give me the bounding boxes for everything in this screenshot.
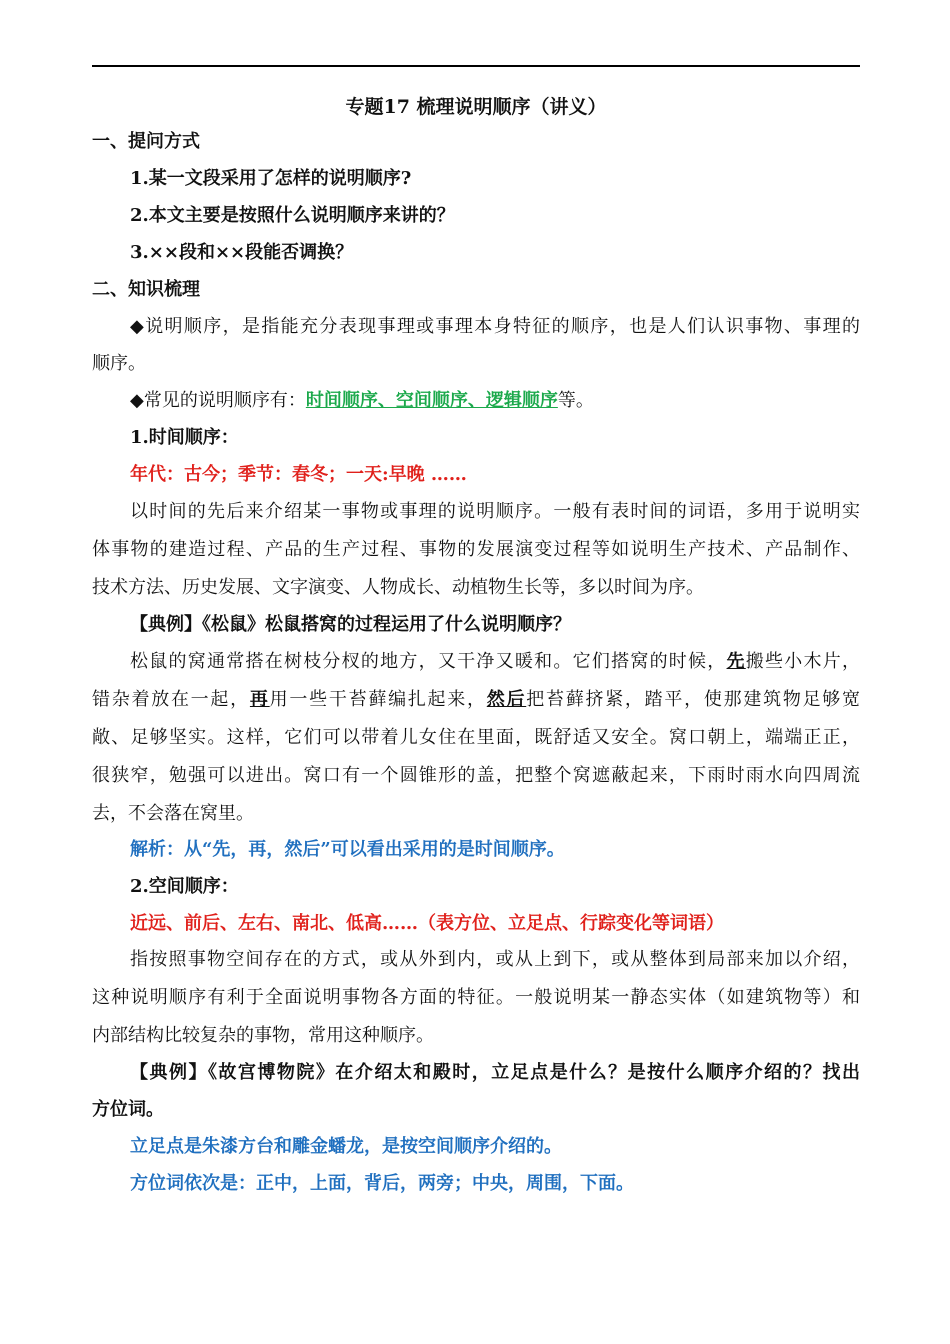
time-order-keywords: 年代：古今；季节：春冬；一天:早晚 …… (130, 464, 467, 485)
example-2-answer-line2: 方位词依次是：正中，上面，背后，两旁；中央，周围，下面。 (130, 1173, 634, 1194)
example-1-text-line2-b: 用一些干苔藓编扎起来， (269, 689, 487, 710)
example-1-text-line1-b: 搬些小木片， (745, 651, 861, 672)
keyword-zai: 再 (249, 689, 270, 710)
example-2-question-line1: 【典例】《故宫博物院》在介绍太和殿时，立足点是什么？是按什么顺序介绍的？找出 (130, 1062, 860, 1083)
common-orders-suffix: 等。 (557, 390, 594, 411)
question-2: 2.本文主要是按照什么说明顺序来讲的？ (130, 205, 455, 226)
example-1-text-line1-a: 松鼠的窝通常搭在树枝分杈的地方，又干净又暖和。它们搭窝的时候， (130, 651, 727, 672)
keyword-xian: 先 (726, 651, 746, 672)
subheading-space-order: 2.空间顺序： (130, 876, 239, 897)
page-title: 专题17 梳理说明顺序（讲义） (345, 96, 607, 118)
paragraph-common-orders (130, 390, 860, 412)
section-heading-2: 二、知识梳理 (92, 279, 200, 300)
time-order-desc-line2: 体事物的建造过程、产品的生产过程、事物的发展演变过程等如说明生产技术、产品制作、 (92, 539, 860, 560)
space-order-desc-line1: 指按照事物空间存在的方式，或从外到内，或从上到下，或从整体到局部来加以介绍， (130, 949, 860, 970)
example-1-text-line3: 敞、足够坚实。这样，它们可以带着儿女住在里面，既舒适又安全。窝口朝上，端端正正， (92, 727, 860, 748)
question-1: 1.某一文段采用了怎样的说明顺序? (130, 168, 412, 189)
example-1-text-line5: 去，不会落在窝里。 (92, 803, 254, 824)
subheading-time-order: 1.时间顺序： (130, 427, 239, 448)
space-order-desc-line3: 内部结构比较复杂的事物，常用这种顺序。 (92, 1025, 434, 1046)
section-heading-1: 一、提问方式 (92, 131, 200, 152)
example-2-question-line2: 方位词。 (92, 1099, 164, 1120)
example-1-answer: 解析：从“先，再，然后”可以看出采用的是时间顺序。 (130, 839, 565, 860)
question-3: 3.××段和××段能否调换？ (130, 242, 354, 263)
keyword-ranhou: 然后 (486, 689, 527, 710)
top-rule (92, 65, 860, 67)
example-1-text-line1 (130, 651, 860, 673)
space-order-keywords: 近远、前后、左右、南北、低高……（表方位、立足点、行踪变化等词语） (130, 913, 724, 934)
paragraph-definition-line2: 顺序。 (92, 353, 146, 374)
example-1-text-line2-c: 把苔藓挤紧，踏平，使那建筑物足够宽 (526, 689, 861, 710)
example-1-text-line2 (92, 689, 860, 711)
common-orders-highlight: 时间顺序、空间顺序、逻辑顺序 (305, 390, 558, 411)
example-1-text-line2-a: 错杂着放在一起， (92, 689, 250, 710)
paragraph-definition-line1: ◆说明顺序，是指能充分表现事理或事理本身特征的顺序，也是人们认识事物、事理的 (130, 316, 860, 337)
example-1-question: 【典例】《松鼠》松鼠搭窝的过程运用了什么说明顺序？ (130, 614, 571, 635)
common-orders-prefix: ◆常见的说明顺序有： (130, 390, 306, 411)
space-order-desc-line2: 这种说明顺序有利于全面说明事物各方面的特征。一般说明某一静态实体（如建筑物等）和 (92, 987, 860, 1008)
example-1-text-line4: 很狭窄，勉强可以进出。窝口有一个圆锥形的盖，把整个窝遮蔽起来，下雨时雨水向四周流 (92, 765, 860, 786)
time-order-desc-line1: 以时间的先后来介绍某一事物或事理的说明顺序。一般有表时间的词语，多用于说明实 (130, 501, 860, 522)
example-2-answer-line1: 立足点是朱漆方台和雕金蟠龙，是按空间顺序介绍的。 (130, 1136, 562, 1157)
time-order-desc-line3: 技术方法、历史发展、文字演变、人物成长、动植物生长等，多以时间为序。 (92, 577, 704, 598)
